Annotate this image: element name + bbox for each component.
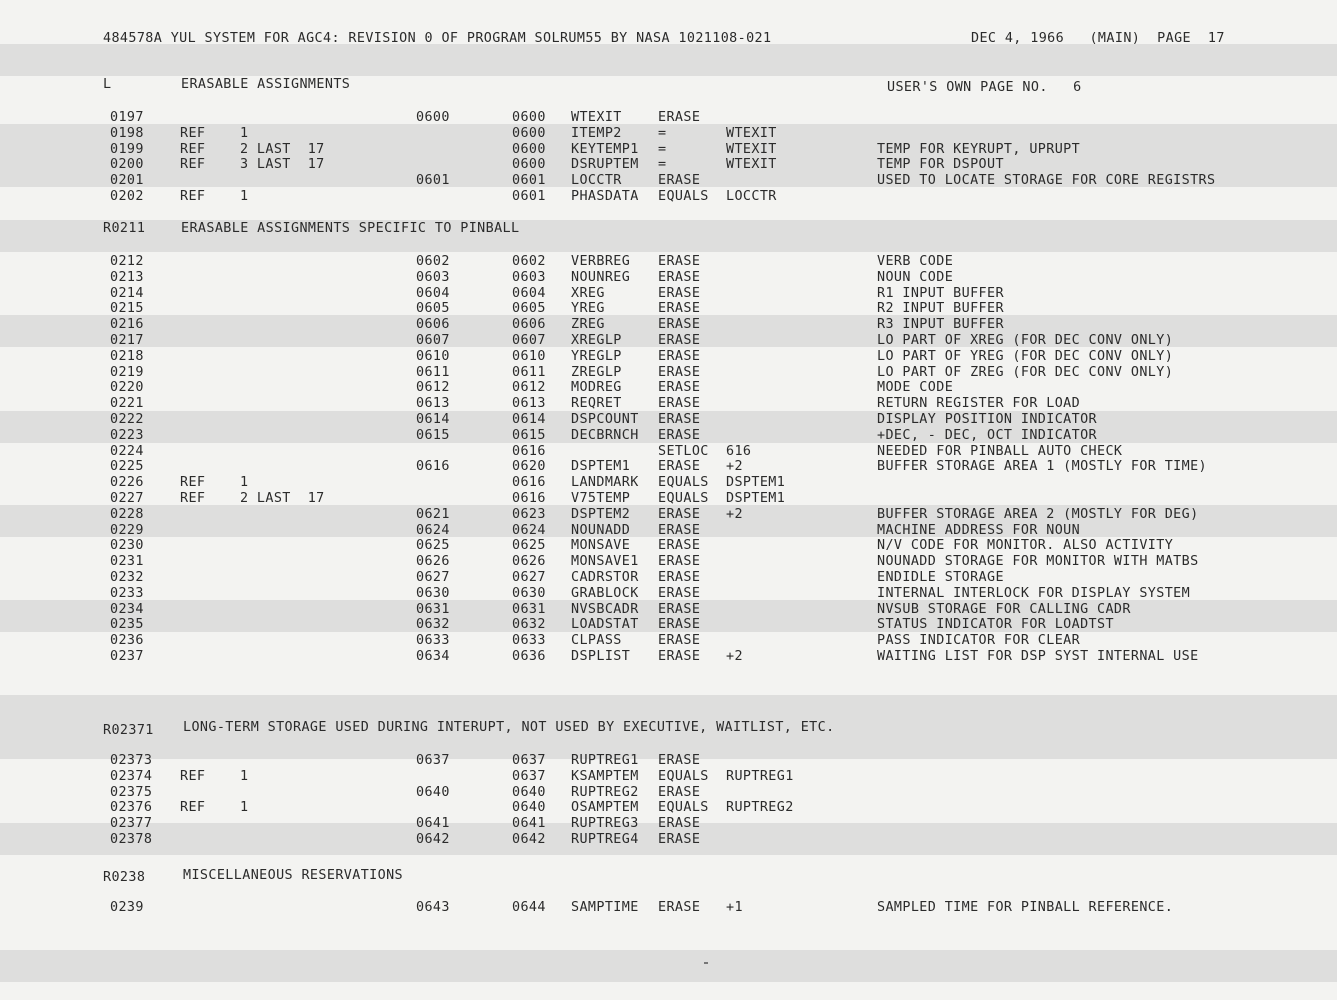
operand-cell: RUPTREG2	[726, 800, 794, 816]
section-heading-seq: R02371	[103, 723, 154, 738]
comment-cell: LO PART OF ZREG (FOR DEC CONV ONLY)	[877, 364, 1174, 380]
address-cell: 0606	[512, 317, 546, 333]
address-cell: 0640	[512, 784, 546, 800]
opcode-cell: ERASE	[658, 317, 701, 333]
seq-cell: 0202	[110, 189, 144, 204]
label-cell: WTEXIT	[571, 110, 622, 125]
opcode-cell: ERASE	[658, 333, 701, 348]
address-cell: 0644	[512, 900, 546, 915]
seq-cell: 0223	[110, 427, 144, 443]
address-cell: 0601	[512, 173, 546, 189]
label-cell: LANDMARK	[571, 475, 639, 491]
location-cell: 0612	[416, 380, 450, 396]
opcode-cell: ERASE	[658, 269, 701, 285]
label-cell: DSPCOUNT	[571, 412, 639, 427]
opcode-cell: =	[658, 157, 667, 173]
listing-header: 484578A YUL SYSTEM FOR AGC4: REVISION 0 OF PROGRAM SOLRUM55 BY NASA 1021108-021	[103, 31, 772, 46]
comment-cell: NOUNADD STORAGE FOR MONITOR WITH MATBS	[877, 554, 1199, 570]
address-cell: 0640	[512, 800, 546, 816]
comment-cell: DISPLAY POSITION INDICATOR	[877, 412, 1098, 427]
address-cell: 0641	[512, 816, 546, 832]
opcode-cell: EQUALS	[658, 475, 709, 491]
address-cell: 0600	[512, 110, 546, 125]
opcode-cell: ERASE	[658, 784, 701, 800]
seq-cell: 0222	[110, 412, 144, 427]
operand-cell: LOCCTR	[726, 189, 777, 204]
location-cell: 0614	[416, 412, 450, 427]
location-cell: 0613	[416, 396, 450, 412]
location-cell: 0616	[416, 459, 450, 475]
label-cell: XREGLP	[571, 333, 622, 348]
comment-cell: USED TO LOCATE STORAGE FOR CORE REGISTRS	[877, 173, 1216, 189]
opcode-cell: ERASE	[658, 617, 701, 633]
comment-cell: PASS INDICATOR FOR CLEAR	[877, 633, 1081, 649]
label-cell: ZREGLP	[571, 364, 622, 380]
ref-cell: REF	[180, 141, 206, 157]
location-cell: 0607	[416, 333, 450, 348]
opcode-cell: ERASE	[658, 396, 701, 412]
label-cell: KEYTEMP1	[571, 141, 639, 157]
location-cell: 0606	[416, 317, 450, 333]
opcode-cell: ERASE	[658, 633, 701, 649]
comment-cell: SAMPLED TIME FOR PINBALL REFERENCE.	[877, 900, 1174, 915]
opcode-cell: ERASE	[658, 538, 701, 554]
seq-cell: 0212	[110, 254, 144, 269]
opcode-cell: =	[658, 125, 667, 141]
address-cell: 0616	[512, 491, 546, 506]
label-cell: LOADSTAT	[571, 617, 639, 633]
label-cell: ITEMP2	[571, 125, 622, 141]
location-cell: 0641	[416, 816, 450, 832]
operand-cell: WTEXIT	[726, 141, 777, 157]
opcode-cell: ERASE	[658, 816, 701, 832]
label-cell: MONSAVE1	[571, 554, 639, 570]
opcode-cell: ERASE	[658, 348, 701, 364]
ref-cell: REF	[180, 157, 206, 173]
label-cell: RUPTREG3	[571, 816, 639, 832]
label-cell: SAMPTIME	[571, 900, 639, 915]
label-cell: NVSBCADR	[571, 601, 639, 617]
label-cell: VERBREG	[571, 254, 631, 269]
opcode-cell: EQUALS	[658, 768, 709, 784]
seq-cell: 0235	[110, 617, 144, 633]
label-cell: OSAMPTEM	[571, 800, 639, 816]
comment-cell: NVSUB STORAGE FOR CALLING CADR	[877, 601, 1131, 617]
seq-cell: 0233	[110, 585, 144, 601]
ref-cell: REF	[180, 475, 206, 491]
opcode-cell: ERASE	[658, 585, 701, 601]
label-cell: ZREG	[571, 317, 605, 333]
seq-cell: 0217	[110, 333, 144, 348]
opcode-cell: ERASE	[658, 506, 701, 522]
label-cell: MONSAVE	[571, 538, 631, 554]
refinfo-cell: 2 LAST 17	[240, 141, 325, 157]
comment-cell: RETURN REGISTER FOR LOAD	[877, 396, 1081, 412]
comment-cell: MODE CODE	[877, 380, 954, 396]
comment-cell: R2 INPUT BUFFER	[877, 301, 1004, 317]
address-cell: 0626	[512, 554, 546, 570]
seq-cell: 0237	[110, 649, 144, 664]
seq-cell: 0236	[110, 633, 144, 649]
address-cell: 0600	[512, 141, 546, 157]
location-cell: 0626	[416, 554, 450, 570]
operand-cell: DSPTEM1	[726, 491, 786, 506]
address-cell: 0600	[512, 125, 546, 141]
location-cell: 0600	[416, 110, 450, 125]
seq-cell: 0220	[110, 380, 144, 396]
address-cell: 0612	[512, 380, 546, 396]
paper-stripe	[0, 950, 1337, 982]
location-cell: 0642	[416, 832, 450, 847]
comment-cell: NOUN CODE	[877, 269, 954, 285]
address-cell: 0616	[512, 475, 546, 491]
seq-cell: 0232	[110, 570, 144, 585]
seq-cell: 0197	[110, 110, 144, 125]
address-cell: 0610	[512, 348, 546, 364]
label-cell: KSAMPTEM	[571, 768, 639, 784]
opcode-cell: ERASE	[658, 254, 701, 269]
label-cell: CLPASS	[571, 633, 622, 649]
label-cell: NOUNADD	[571, 522, 631, 538]
location-cell: 0621	[416, 506, 450, 522]
comment-cell: LO PART OF XREG (FOR DEC CONV ONLY)	[877, 333, 1174, 348]
address-cell: 0637	[512, 753, 546, 768]
address-cell: 0632	[512, 617, 546, 633]
seq-cell: 0219	[110, 364, 144, 380]
address-cell: 0603	[512, 269, 546, 285]
label-cell: GRABLOCK	[571, 585, 639, 601]
page-marker: L	[103, 77, 112, 92]
address-cell: 0614	[512, 412, 546, 427]
address-cell: 0605	[512, 301, 546, 317]
address-cell: 0625	[512, 538, 546, 554]
location-cell: 0627	[416, 570, 450, 585]
refinfo-cell: 1	[240, 189, 249, 204]
location-cell: 0604	[416, 285, 450, 301]
label-cell: MODREG	[571, 380, 622, 396]
opcode-cell: SETLOC	[658, 443, 709, 459]
location-cell: 0615	[416, 427, 450, 443]
seq-cell: 02373	[110, 753, 153, 768]
seq-cell: 0231	[110, 554, 144, 570]
ref-cell: REF	[180, 800, 206, 816]
seq-cell: 0218	[110, 348, 144, 364]
location-cell: 0601	[416, 173, 450, 189]
opcode-cell: ERASE	[658, 427, 701, 443]
seq-cell: 02376	[110, 800, 153, 816]
address-cell: 0602	[512, 254, 546, 269]
operand-cell: +1	[726, 900, 743, 915]
seq-cell: 0201	[110, 173, 144, 189]
seq-cell: 0213	[110, 269, 144, 285]
opcode-cell: ERASE	[658, 832, 701, 847]
seq-cell: 0225	[110, 459, 144, 475]
label-cell: XREG	[571, 285, 605, 301]
seq-cell: 02378	[110, 832, 153, 847]
location-cell: 0624	[416, 522, 450, 538]
location-cell: 0602	[416, 254, 450, 269]
label-cell: RUPTREG2	[571, 784, 639, 800]
address-cell: 0620	[512, 459, 546, 475]
location-cell: 0640	[416, 784, 450, 800]
operand-cell: +2	[726, 459, 743, 475]
location-cell: 0625	[416, 538, 450, 554]
comment-cell: LO PART OF YREG (FOR DEC CONV ONLY)	[877, 348, 1174, 364]
ref-cell: REF	[180, 768, 206, 784]
seq-cell: 0230	[110, 538, 144, 554]
location-cell: 0610	[416, 348, 450, 364]
opcode-cell: ERASE	[658, 601, 701, 617]
location-cell: 0611	[416, 364, 450, 380]
opcode-cell: ERASE	[658, 173, 701, 189]
seq-cell: 0234	[110, 601, 144, 617]
location-cell: 0605	[416, 301, 450, 317]
opcode-cell: ERASE	[658, 285, 701, 301]
ref-cell: REF	[180, 125, 206, 141]
comment-cell: STATUS INDICATOR FOR LOADTST	[877, 617, 1114, 633]
operand-cell: RUPTREG1	[726, 768, 794, 784]
operand-cell: DSPTEM1	[726, 475, 786, 491]
comment-cell: MACHINE ADDRESS FOR NOUN	[877, 522, 1081, 538]
seq-cell: 0226	[110, 475, 144, 491]
comment-cell: BUFFER STORAGE AREA 2 (MOSTLY FOR DEG)	[877, 506, 1199, 522]
opcode-cell: EQUALS	[658, 189, 709, 204]
label-cell: DECBRNCH	[571, 427, 639, 443]
section-heading: MISCELLANEOUS RESERVATIONS	[183, 868, 404, 883]
comment-cell: R1 INPUT BUFFER	[877, 285, 1004, 301]
operand-cell: +2	[726, 649, 743, 664]
address-cell: 0613	[512, 396, 546, 412]
comment-cell: TEMP FOR KEYRUPT, UPRUPT	[877, 141, 1081, 157]
location-cell: 0603	[416, 269, 450, 285]
label-cell: YREGLP	[571, 348, 622, 364]
address-cell: 0611	[512, 364, 546, 380]
opcode-cell: ERASE	[658, 753, 701, 768]
address-cell: 0607	[512, 333, 546, 348]
operand-cell: WTEXIT	[726, 157, 777, 173]
opcode-cell: ERASE	[658, 459, 701, 475]
seq-cell: 02374	[110, 768, 153, 784]
label-cell: V75TEMP	[571, 491, 631, 506]
location-cell: 0631	[416, 601, 450, 617]
label-cell: NOUNREG	[571, 269, 631, 285]
listing-date-page: DEC 4, 1966 (MAIN) PAGE 17	[971, 31, 1225, 46]
comment-cell: ENDIDLE STORAGE	[877, 570, 1004, 585]
seq-cell: 0239	[110, 900, 144, 915]
comment-cell: VERB CODE	[877, 254, 954, 269]
opcode-cell: ERASE	[658, 554, 701, 570]
seq-cell: 02377	[110, 816, 153, 832]
section-heading: LONG-TERM STORAGE USED DURING INTERUPT, NOT USED BY EXECUTIVE, WAITLIST, ETC.	[183, 720, 835, 735]
opcode-cell: EQUALS	[658, 800, 709, 816]
opcode-cell: ERASE	[658, 900, 701, 915]
address-cell: 0601	[512, 189, 546, 204]
address-cell: 0627	[512, 570, 546, 585]
label-cell: RUPTREG1	[571, 753, 639, 768]
address-cell: 0642	[512, 832, 546, 847]
operand-cell: +2	[726, 506, 743, 522]
label-cell: DSRUPTEM	[571, 157, 639, 173]
location-cell: 0637	[416, 753, 450, 768]
location-cell: 0643	[416, 900, 450, 915]
opcode-cell: EQUALS	[658, 491, 709, 506]
page-title: ERASABLE ASSIGNMENTS	[181, 77, 351, 92]
address-cell: 0604	[512, 285, 546, 301]
refinfo-cell: 1	[240, 768, 249, 784]
comment-cell: NEEDED FOR PINBALL AUTO CHECK	[877, 443, 1123, 459]
address-cell: 0637	[512, 768, 546, 784]
label-cell: DSPLIST	[571, 649, 631, 664]
seq-cell: 0228	[110, 506, 144, 522]
opcode-cell: =	[658, 141, 667, 157]
paper-mark	[704, 962, 708, 964]
label-cell: REQRET	[571, 396, 622, 412]
opcode-cell: ERASE	[658, 522, 701, 538]
seq-cell: 0198	[110, 125, 144, 141]
address-cell: 0616	[512, 443, 546, 459]
paper-stripe	[0, 44, 1337, 76]
seq-cell: 0227	[110, 491, 144, 506]
comment-cell: R3 INPUT BUFFER	[877, 317, 1004, 333]
seq-cell: 0221	[110, 396, 144, 412]
ref-cell: REF	[180, 491, 206, 506]
address-cell: 0600	[512, 157, 546, 173]
seq-cell: 0216	[110, 317, 144, 333]
label-cell: CADRSTOR	[571, 570, 639, 585]
section-heading-seq: R0211	[103, 221, 146, 236]
opcode-cell: ERASE	[658, 570, 701, 585]
label-cell: DSPTEM1	[571, 459, 631, 475]
comment-cell: +DEC, - DEC, OCT INDICATOR	[877, 427, 1098, 443]
location-cell: 0632	[416, 617, 450, 633]
seq-cell: 0199	[110, 141, 144, 157]
opcode-cell: ERASE	[658, 649, 701, 664]
section-heading-seq: R0238	[103, 870, 146, 885]
address-cell: 0623	[512, 506, 546, 522]
location-cell: 0630	[416, 585, 450, 601]
location-cell: 0633	[416, 633, 450, 649]
address-cell: 0624	[512, 522, 546, 538]
comment-cell: WAITING LIST FOR DSP SYST INTERNAL USE	[877, 649, 1199, 664]
comment-cell: TEMP FOR DSPOUT	[877, 157, 1004, 173]
refinfo-cell: 1	[240, 800, 249, 816]
label-cell: YREG	[571, 301, 605, 317]
opcode-cell: ERASE	[658, 380, 701, 396]
refinfo-cell: 2 LAST 17	[240, 491, 325, 506]
address-cell: 0631	[512, 601, 546, 617]
seq-cell: 0214	[110, 285, 144, 301]
opcode-cell: ERASE	[658, 301, 701, 317]
opcode-cell: ERASE	[658, 364, 701, 380]
location-cell: 0634	[416, 649, 450, 664]
address-cell: 0636	[512, 649, 546, 664]
label-cell: PHASDATA	[571, 189, 639, 204]
refinfo-cell: 1	[240, 475, 249, 491]
refinfo-cell: 3 LAST 17	[240, 157, 325, 173]
seq-cell: 0200	[110, 157, 144, 173]
ref-cell: REF	[180, 189, 206, 204]
section-heading: ERASABLE ASSIGNMENTS SPECIFIC TO PINBALL	[181, 221, 520, 236]
refinfo-cell: 1	[240, 125, 249, 141]
operand-cell: 616	[726, 443, 752, 459]
seq-cell: 02375	[110, 784, 153, 800]
seq-cell: 0224	[110, 443, 144, 459]
address-cell: 0615	[512, 427, 546, 443]
opcode-cell: ERASE	[658, 412, 701, 427]
seq-cell: 0229	[110, 522, 144, 538]
users-page-number: USER'S OWN PAGE NO. 6	[887, 80, 1082, 95]
operand-cell: WTEXIT	[726, 125, 777, 141]
label-cell: LOCCTR	[571, 173, 622, 189]
address-cell: 0633	[512, 633, 546, 649]
seq-cell: 0215	[110, 301, 144, 317]
comment-cell: N/V CODE FOR MONITOR. ALSO ACTIVITY	[877, 538, 1174, 554]
label-cell: RUPTREG4	[571, 832, 639, 847]
comment-cell: INTERNAL INTERLOCK FOR DISPLAY SYSTEM	[877, 585, 1191, 601]
address-cell: 0630	[512, 585, 546, 601]
comment-cell: BUFFER STORAGE AREA 1 (MOSTLY FOR TIME)	[877, 459, 1208, 475]
opcode-cell: ERASE	[658, 110, 701, 125]
label-cell: DSPTEM2	[571, 506, 631, 522]
